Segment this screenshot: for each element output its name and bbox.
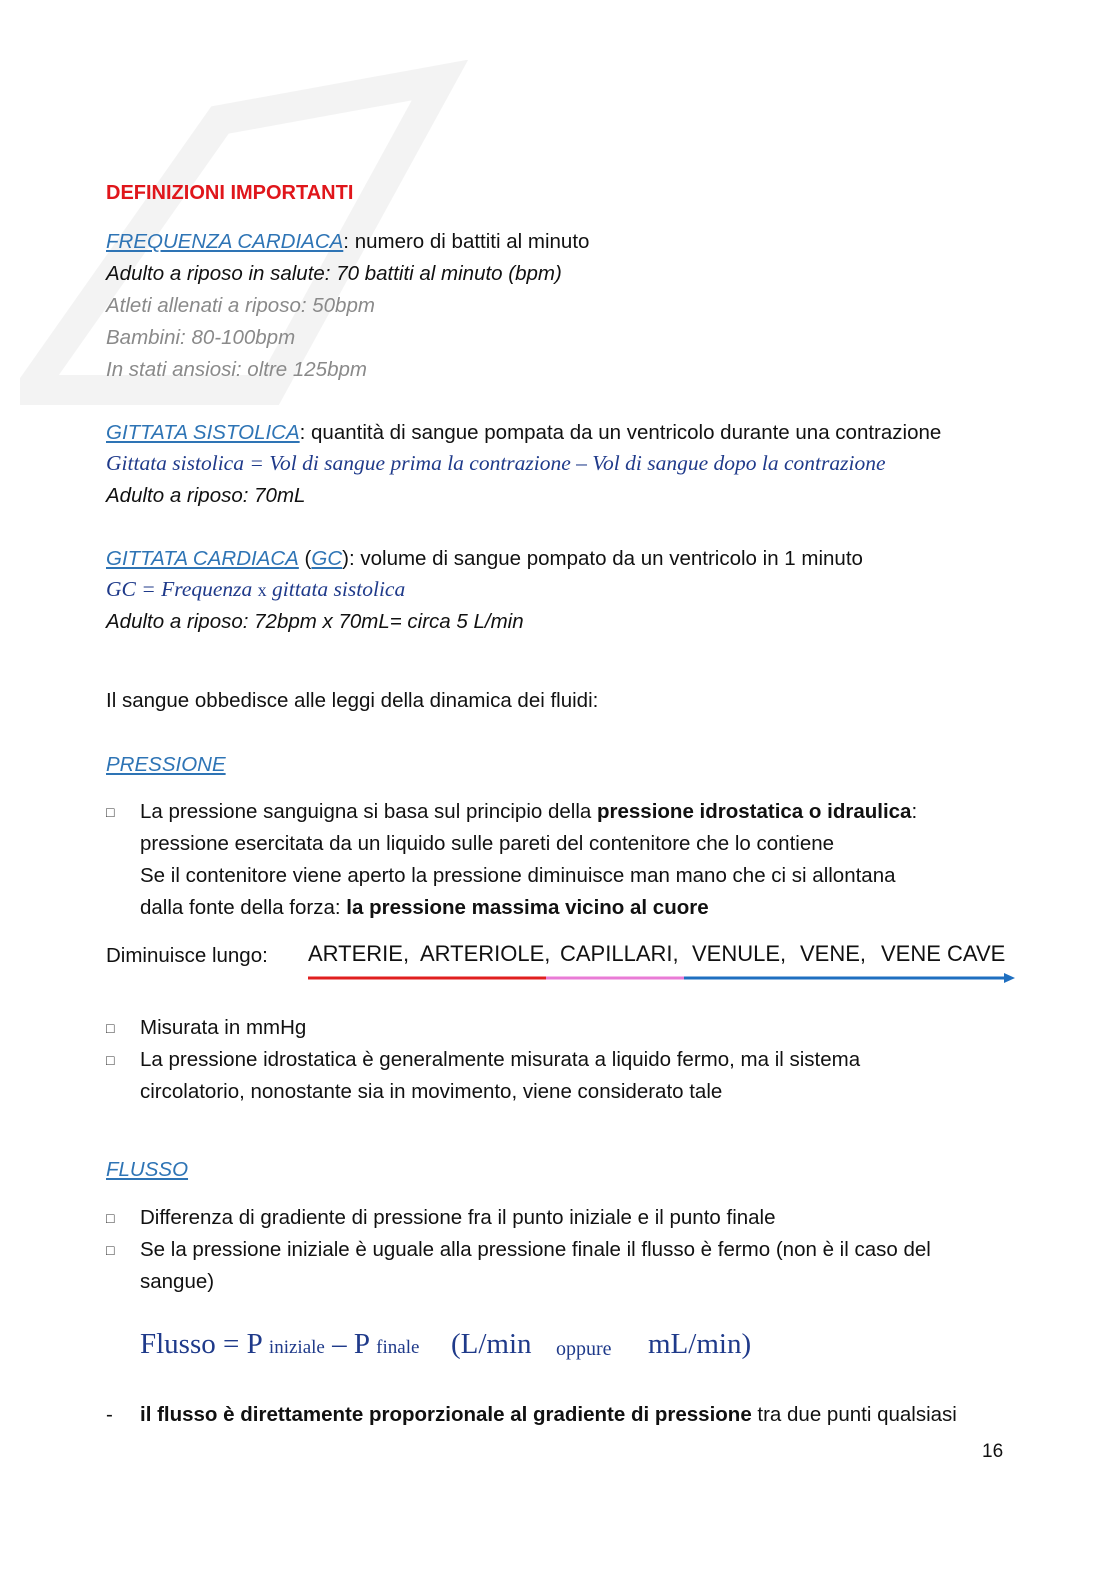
- flusso-unit-2: mL/min): [648, 1328, 752, 1360]
- pressione-bullet-1-line-4: dalla fonte della forza: la pressione massima vicino al cuore: [140, 896, 709, 919]
- bullet-square-icon: □: [106, 1020, 115, 1036]
- flusso-bullet-2-line-2: sangue): [140, 1270, 215, 1293]
- vessel-venule: VENULE,: [692, 941, 787, 966]
- flusso-conclusion: il flusso è direttamente proporzionale al gradiente di pressione tra due punti qualsiasi: [140, 1403, 957, 1426]
- freq-line-1: Adulto a riposo in salute: 70 battiti al minuto (bpm): [106, 262, 562, 285]
- freq-line-3: Bambini: 80-100bpm: [106, 326, 296, 349]
- flusso-heading[interactable]: FLUSSO: [106, 1158, 189, 1181]
- section-title: DEFINIZIONI IMPORTANTI: [106, 182, 354, 204]
- vessel-vene: VENE,: [800, 941, 867, 966]
- freq-definition: : numero di battiti al minuto: [343, 230, 590, 253]
- pressione-heading[interactable]: PRESSIONE: [106, 753, 226, 776]
- gs-formula: Gittata sistolica = Vol di sangue prima la contrazione – Vol di sangue dopo la contrazione: [106, 451, 886, 475]
- pressione-bullet-1-line-3: Se il contenitore viene aperto la pressione diminuisce man mano che ci si allontana: [140, 864, 896, 887]
- bullet-square-icon: □: [106, 804, 115, 820]
- list-dash: -: [106, 1403, 113, 1426]
- gs-line-1: Adulto a riposo: 70mL: [106, 484, 306, 507]
- gc-definition: ): volume di sangue pompato da un ventricolo in 1 minuto: [342, 547, 863, 570]
- flusso-formula: Flusso = P iniziale – P finale: [140, 1328, 420, 1360]
- gs-definition-line: [106, 420, 941, 446]
- flusso-bullet-1: Differenza di gradiente di pressione fra il punto iniziale e il punto finale: [140, 1206, 776, 1229]
- flusso-oppure: oppure: [556, 1338, 612, 1360]
- arrow-head-icon: [1004, 973, 1015, 983]
- pressione-bullet-3: La pressione idrostatica è generalmente misurata a liquido fermo, ma il sistema: [140, 1048, 861, 1071]
- pressione-bullet-3-line-2: circolatorio, nonostante sia in movimento, viene considerato tale: [140, 1080, 723, 1103]
- flusso-bullet-2: Se la pressione iniziale è uguale alla pressione finale il flusso è fermo (non è il caso del: [140, 1238, 931, 1261]
- flusso-unit-1: (L/min: [451, 1328, 532, 1360]
- bullet-square-icon: □: [106, 1052, 115, 1068]
- pressione-bullet-1: La pressione sanguigna si basa sul principio della pressione idrostatica o idraulica:: [140, 800, 918, 823]
- freq-term-link[interactable]: FREQUENZA CARDIACA: [106, 230, 344, 253]
- diminuisce-label: Diminuisce lungo:: [106, 944, 268, 967]
- bullet-square-icon: □: [106, 1242, 115, 1258]
- gc-term-link[interactable]: GITTATA CARDIACA: [106, 547, 299, 570]
- page-number: 16: [982, 1441, 1004, 1462]
- freq-line-4: In stati ansiosi: oltre 125bpm: [106, 358, 367, 381]
- vessel-capillari: CAPILLARI,: [560, 941, 679, 966]
- freq-definition-line: [106, 229, 589, 255]
- bullet-square-icon: □: [106, 1210, 115, 1226]
- pressione-bullet-1-line-2: pressione esercitata da un liquido sulle pareti del contenitore che lo contiene: [140, 832, 835, 855]
- vessel-vene-cave: VENE CAVE: [881, 941, 1006, 966]
- gc-abbr-link[interactable]: GC: [311, 547, 343, 570]
- gs-definition: : quantità di sangue pompata da un ventricolo durante una contrazione: [299, 421, 942, 444]
- gc-formula: GC = Frequenza x gittata sistolica: [106, 577, 406, 601]
- pressure-gradient-arrow: [306, 970, 1018, 986]
- gc-line-1: Adulto a riposo: 72bpm x 70mL= circa 5 L/min: [106, 610, 524, 633]
- vessel-arteriole: ARTERIOLE,: [420, 941, 551, 966]
- intro-text: Il sangue obbedisce alle leggi della dinamica dei fluidi:: [106, 689, 599, 712]
- vessel-arterie: ARTERIE,: [308, 941, 410, 966]
- gc-definition-line: GITTATA CARDIACA (GC): volume di sangue pompato da un ventricolo in 1 minuto: [106, 547, 863, 570]
- gs-term-link[interactable]: GITTATA SISTOLICA: [106, 421, 300, 444]
- pressione-bullet-2: Misurata in mmHg: [140, 1016, 307, 1039]
- freq-line-2: Atleti allenati a riposo: 50bpm: [106, 294, 375, 317]
